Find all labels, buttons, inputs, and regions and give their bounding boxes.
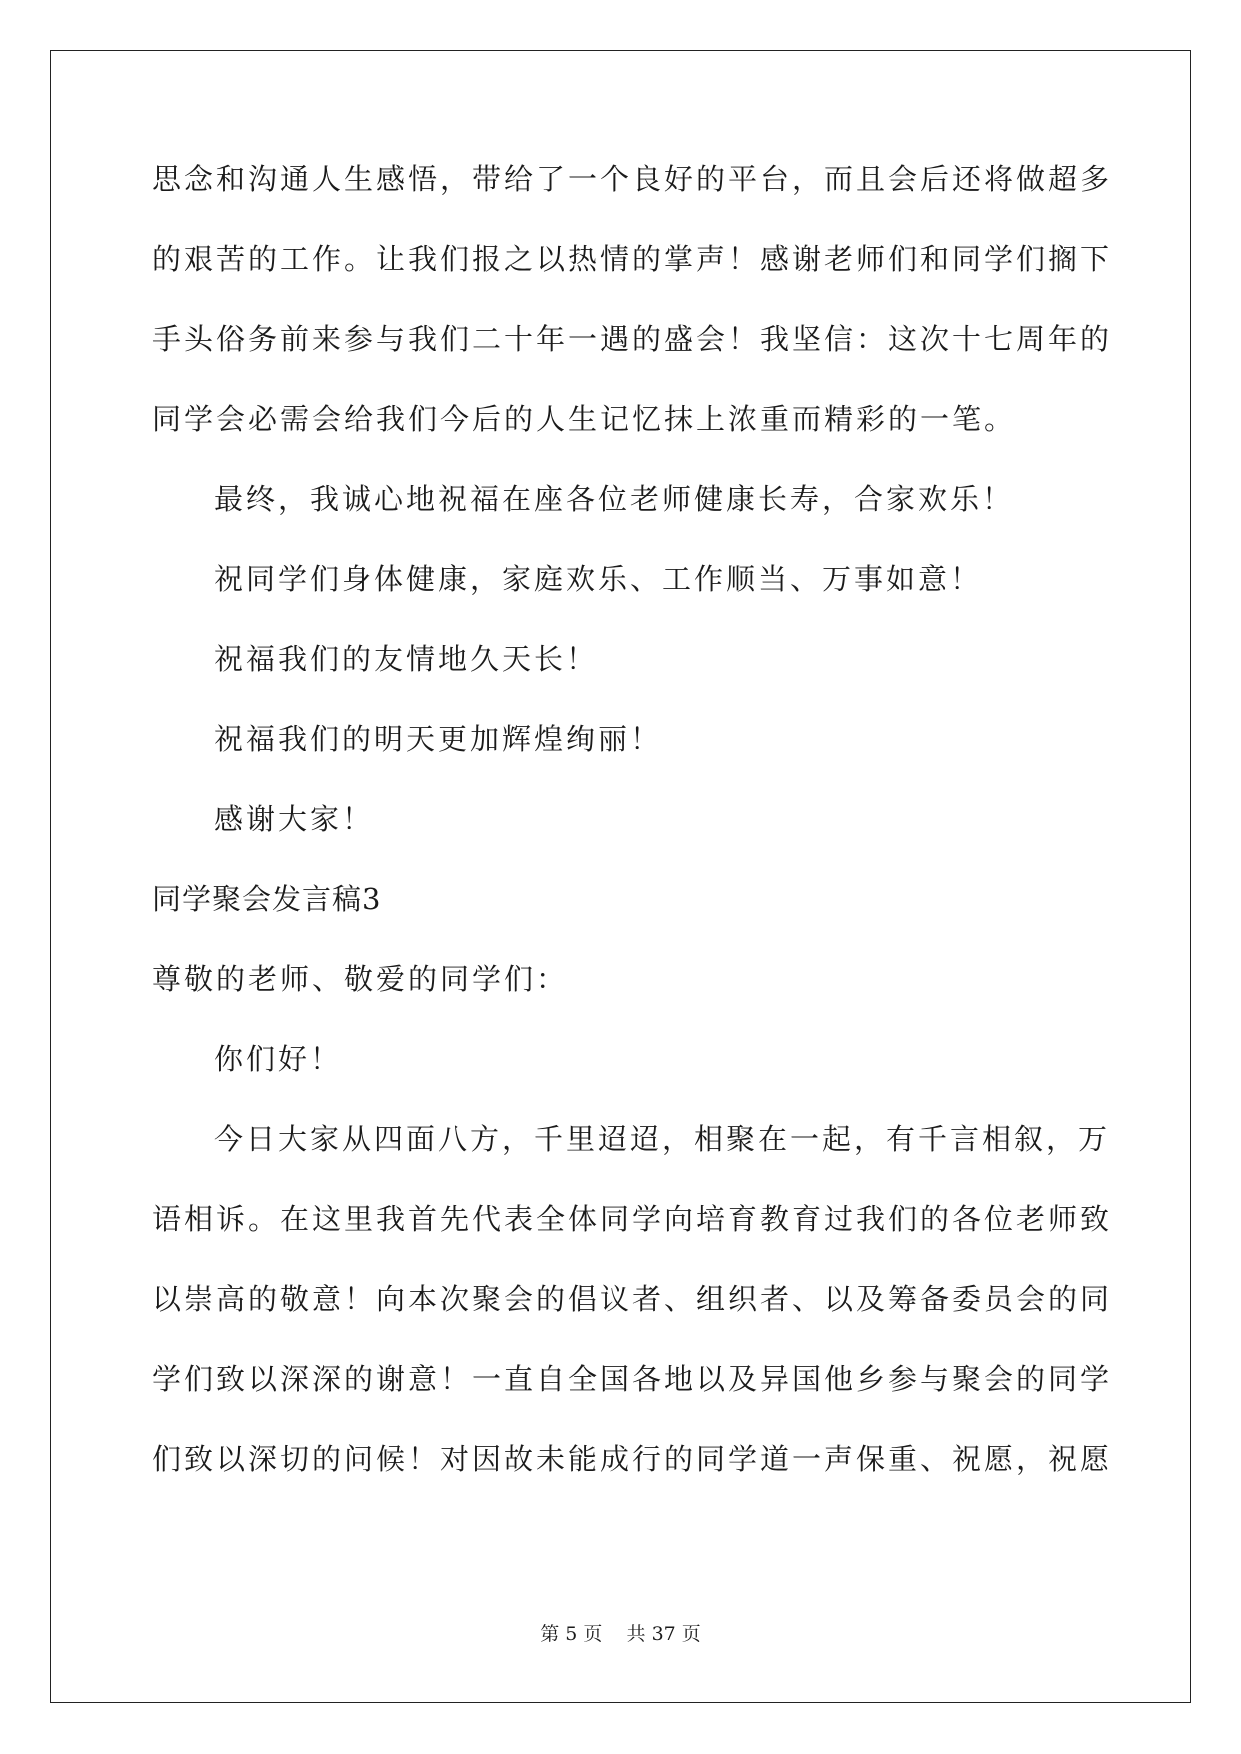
- salutation: 尊敬的老师、敬爱的同学们：: [152, 962, 569, 996]
- paragraph-line: 祝福我们的明天更加辉煌绚丽！: [214, 722, 663, 756]
- section-heading: 同学聚会发言稿3: [152, 882, 382, 916]
- paragraph-line: 们致以深切的问候！对因故未能成行的同学道一声保重、祝愿，祝愿: [152, 1442, 1113, 1476]
- paragraph-line: 最终，我诚心地祝福在座各位老师健康长寿，合家欢乐！: [214, 482, 1015, 516]
- page-footer: [0, 1625, 1241, 1644]
- paragraph-line: 的艰苦的工作。让我们报之以热情的掌声！感谢老师们和同学们搁下: [152, 242, 1113, 276]
- paragraph-line: 以崇高的敬意！向本次聚会的倡议者、组织者、以及筹备委员会的同: [152, 1282, 1113, 1316]
- paragraph-line: 祝福我们的友情地久天长！: [214, 642, 599, 676]
- greeting: 你们好！: [214, 1042, 343, 1076]
- paragraph-line: 语相诉。在这里我首先代表全体同学向培育教育过我们的各位老师致: [152, 1202, 1113, 1236]
- paragraph-line: 感谢大家！: [214, 802, 375, 836]
- paragraph-line: 手头俗务前来参与我们二十年一遇的盛会！我坚信：这次十七周年的: [152, 322, 1113, 356]
- paragraph-line: 今日大家从四面八方，千里迢迢，相聚在一起，有千言相叙，万: [214, 1122, 1111, 1156]
- paragraph-line: 祝同学们身体健康，家庭欢乐、工作顺当、万事如意！: [214, 562, 983, 596]
- paragraph-line: 同学会必需会给我们今后的人生记忆抹上浓重而精彩的一笔。: [152, 402, 1017, 436]
- total-pages: 共 37 页: [626, 1623, 701, 1645]
- paragraph-line: 思念和沟通人生感悟，带给了一个良好的平台，而且会后还将做超多: [152, 162, 1113, 196]
- paragraph-line: 学们致以深深的谢意！一直自全国各地以及异国他乡参与聚会的同学: [152, 1362, 1113, 1396]
- page-number: 第 5 页: [540, 1623, 603, 1645]
